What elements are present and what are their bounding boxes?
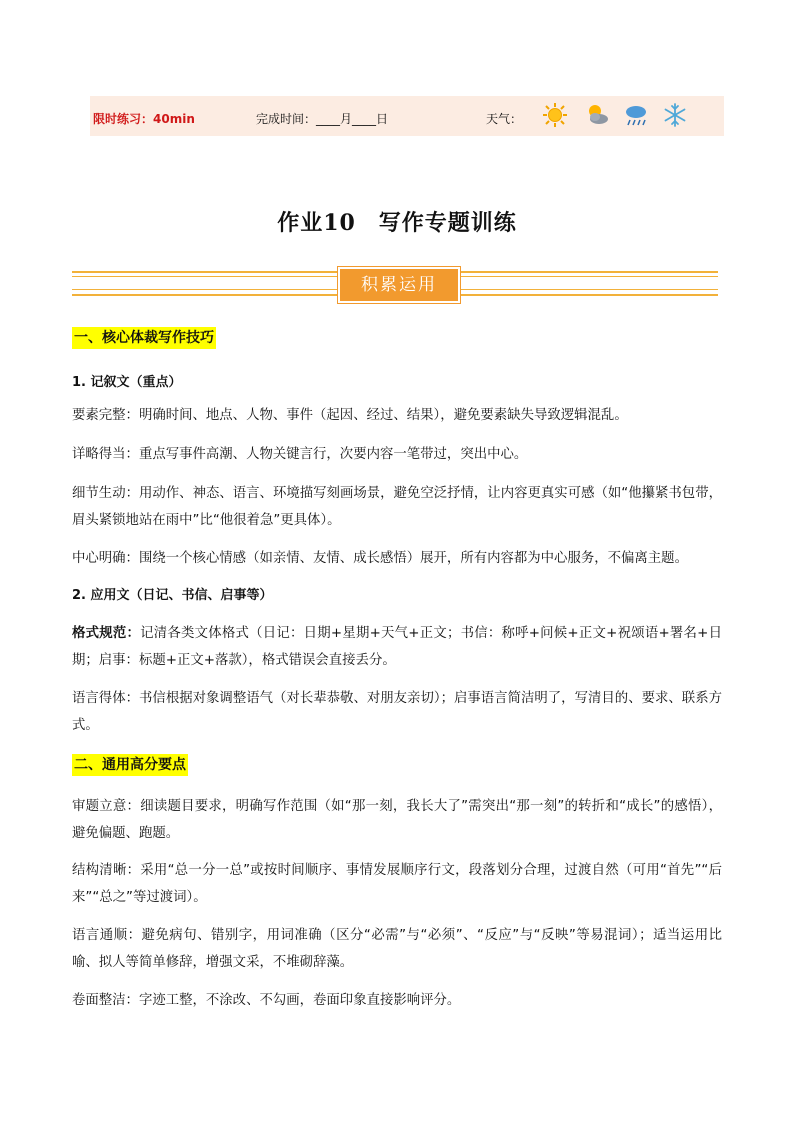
paragraph-text: 记清各类文体格式（日记：日期+星期+天气+正文；书信：称呼+问候+正文+祝颂语+署名+日期；启事：标题+正文+落款），格式错误会直接丢分。 [72,626,722,668]
paragraph: 详略得当：重点写事件高潮、人物关键言行，次要内容一笔带过，突出中心。 [72,447,528,462]
section-heading: 二、通用高分要点 [72,754,188,776]
sun-icon [542,102,568,128]
rain-icon [623,102,649,128]
paragraph: 卷面整洁：字迹工整，不涂改、不勾画，卷面印象直接影响评分。 [72,993,461,1008]
time-limit-label: 限时练习：40min [93,112,195,126]
paragraph: 语言得体：书信根据对象调整语气（对长辈恭敬、对朋友亲切）；启事语言简洁明了，写清目的、要求、联系方式。 [72,691,722,733]
paragraph: 审题立意：细读题目要求，明确写作范围（如“那一刻，我长大了”需突出“那一刻”的转折和“成长”的感悟），避免偏题、跑题。 [72,799,722,841]
paragraph: 语言通顺：避免病句、错别字，用词准确（区分“必需”与“必须”、“反应”与“反映”等易混词）；适当运用比喻、拟人等简单修辞，增强文采，不堆砌辞藻。 [72,928,722,970]
paragraph: 中心明确：围绕一个核心情感（如亲情、友情、成长感悟）展开，所有内容都为中心服务，不偏离主题。 [72,551,688,566]
weather-label: 天气： [486,112,523,126]
sub-heading: 2. 应用文（日记、书信、启事等） [72,588,273,603]
paragraph [72,620,722,674]
partly-cloudy-icon [584,102,610,128]
header-bar [90,96,724,136]
paragraph: 要素完整：明确时间、地点、人物、事件（起因、经过、结果），避免要素缺失导致逻辑混乱。 [72,408,628,423]
section-heading: 一、核心体裁写作技巧 [72,327,216,349]
paragraph: 结构清晰：采用“总一分一总”或按时间顺序、事情发展顺序行文，段落划分合理，过渡自然（可用“首先”“后来”“总之”等过渡词）。 [72,863,722,905]
snow-icon [662,102,688,128]
paragraph: 细节生动：用动作、神态、语言、环境描写刻画场景，避免空泛抒情，让内容更真实可感（如“他攥紧书包带，眉头紧锁地站在雨中”比“他很着急”更具体）。 [72,486,722,528]
section-banner: 积累运用 [338,267,460,303]
sub-heading: 1. 记叙文（重点） [72,375,182,390]
page-title: 作业10 写作专题训练 [277,210,517,236]
paragraph-label: 格式规范： [72,626,141,641]
completion-time-label: 完成时间：____月____日 [256,112,389,126]
